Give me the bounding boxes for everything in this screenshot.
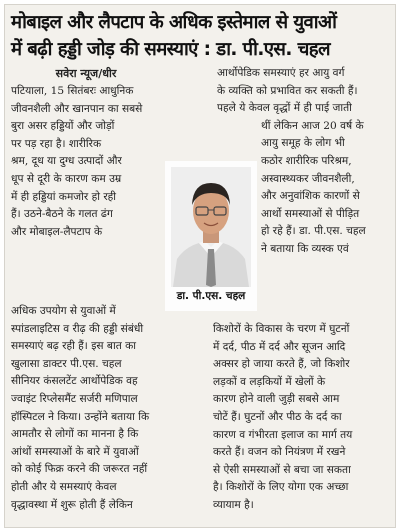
article-line: आमतौर से लोगों का मानना है कि bbox=[11, 428, 139, 441]
article-line: पहले ये केवल वृद्धों में ही पाई जाती bbox=[217, 102, 352, 115]
article-line: और अनुवांशिक कारणों से bbox=[261, 190, 360, 203]
article-line: खुलासा डाक्टर पी.एस. चहल bbox=[11, 357, 122, 370]
article-line: आंथों समस्याओं के बारे में युवाओं bbox=[11, 445, 139, 458]
headline-line-1: मोबाइल और लैपटाप के अधिक इस्तेमाल से युवाओं bbox=[11, 12, 337, 33]
article-line: लड़कों व लड़कियों में खेलों के bbox=[213, 375, 326, 388]
article-line: में ही हड्डियां कमजोर हो रही bbox=[11, 190, 117, 203]
article-line: किशोरों के विकास के चरण में घुटनों bbox=[213, 323, 350, 335]
article-line: जीवनशैली और खानपान का सबसे bbox=[11, 102, 143, 115]
article-line: व्यायाम है। bbox=[213, 498, 254, 511]
article-line: हैं। उठने-बैठने के गलत ढंग bbox=[11, 208, 113, 221]
article-line: के व्यक्ति को प्रभावित कर सकती हैं। bbox=[217, 84, 358, 97]
article-line: बुरा असर हड्डियों और जोड़ों bbox=[11, 120, 115, 133]
article-line: आर्थो समस्याओं से पीड़ित bbox=[261, 207, 360, 220]
article-line: आयु समूह के लोग भी bbox=[261, 137, 345, 150]
article-line: को कोई फिक्र करने की जरूरत नहीं bbox=[11, 463, 148, 476]
article-line: धूप से दूरी के कारण कम उम्र bbox=[11, 172, 122, 185]
article-line: हो रहे हैं। डा. पी.एस. चहल bbox=[261, 225, 366, 238]
right-column-bottom bbox=[213, 321, 393, 515]
article-line: पर पड़ रहा है। शारीरिक bbox=[11, 137, 102, 150]
article-line: स्पांडलाइटिस व रीढ़ की हड्डी संबंधी bbox=[11, 322, 144, 335]
article-line: होती और ये समस्याएं केवल bbox=[11, 480, 117, 493]
left-column-bottom bbox=[11, 303, 207, 514]
newspaper-clipping bbox=[4, 4, 396, 528]
article-line: ज्वाइंट रिप्लेसमैंट सर्जरी मणिपाल bbox=[11, 392, 138, 405]
article-line: चोटें हैं। घुटनों और पीठ के दर्द का bbox=[213, 410, 342, 423]
article-line: में दर्द, पीठ में दर्द और सूजन आदि bbox=[213, 340, 346, 353]
article-line: अस्वास्थ्यकर जीवनशैली, bbox=[261, 172, 355, 185]
headline bbox=[11, 9, 393, 63]
article-line: वृद्धावस्था में शुरू होती हैं लेकिन bbox=[11, 498, 133, 511]
byline: सवेरा न्यूज/धीर bbox=[55, 67, 117, 80]
article-line: कारण होने वाली जुड़ी सबसे आम bbox=[213, 393, 340, 406]
article-line: अधिक उपयोग से युवाओं में bbox=[11, 305, 116, 317]
article-line: श्रम, दूध या दुग्ध उत्पादों और bbox=[11, 155, 122, 168]
article-line: और मोबाइल-लैपटाप के bbox=[11, 225, 103, 238]
left-column-top bbox=[11, 65, 161, 241]
article-line: ने बताया कि व्यस्क एवं bbox=[261, 242, 349, 255]
article-line: आर्थोपेडिक समस्याएं हर आयु वर्ग bbox=[217, 67, 345, 79]
article-line: समस्याएं बढ़ रही हैं। इस बात का bbox=[11, 340, 136, 353]
article-line: सीनियर कंसलटेंट आर्थोपेडिक वह bbox=[11, 375, 138, 388]
doctor-photo bbox=[171, 167, 251, 287]
article-line: हॉस्पिटल ने किया। उन्होंने बताया कि bbox=[11, 410, 150, 423]
article-line: से ऐसी समस्याओं से बचा जा सकता bbox=[213, 463, 351, 476]
article-line: थीं लेकिन आज 20 वर्ष के bbox=[261, 119, 364, 132]
article-line: करते हैं। वजन को नियंत्रण में रखने bbox=[213, 446, 346, 459]
article-line: कठोर शारीरिक परिश्रम, bbox=[261, 154, 352, 167]
photo-caption: डा. पी.एस. चहल bbox=[176, 290, 246, 302]
doctor-photo-frame bbox=[165, 161, 257, 311]
article-line: कारण व गंभीरता इलाज का मार्ग तय bbox=[213, 428, 353, 441]
article-line: पटियाला, 15 सितंबरः आधुनिक bbox=[11, 85, 134, 97]
article-line: अक्सर हो जाया करते हैं, जो किशोर bbox=[213, 358, 350, 371]
headline-line-2: में बढ़ी हड्डी जोड़ की समस्याएं : डा. पी.एस. चहल bbox=[11, 39, 330, 60]
article-line: है। किशोरों के लिए योगा एक अच्छा bbox=[213, 481, 349, 494]
